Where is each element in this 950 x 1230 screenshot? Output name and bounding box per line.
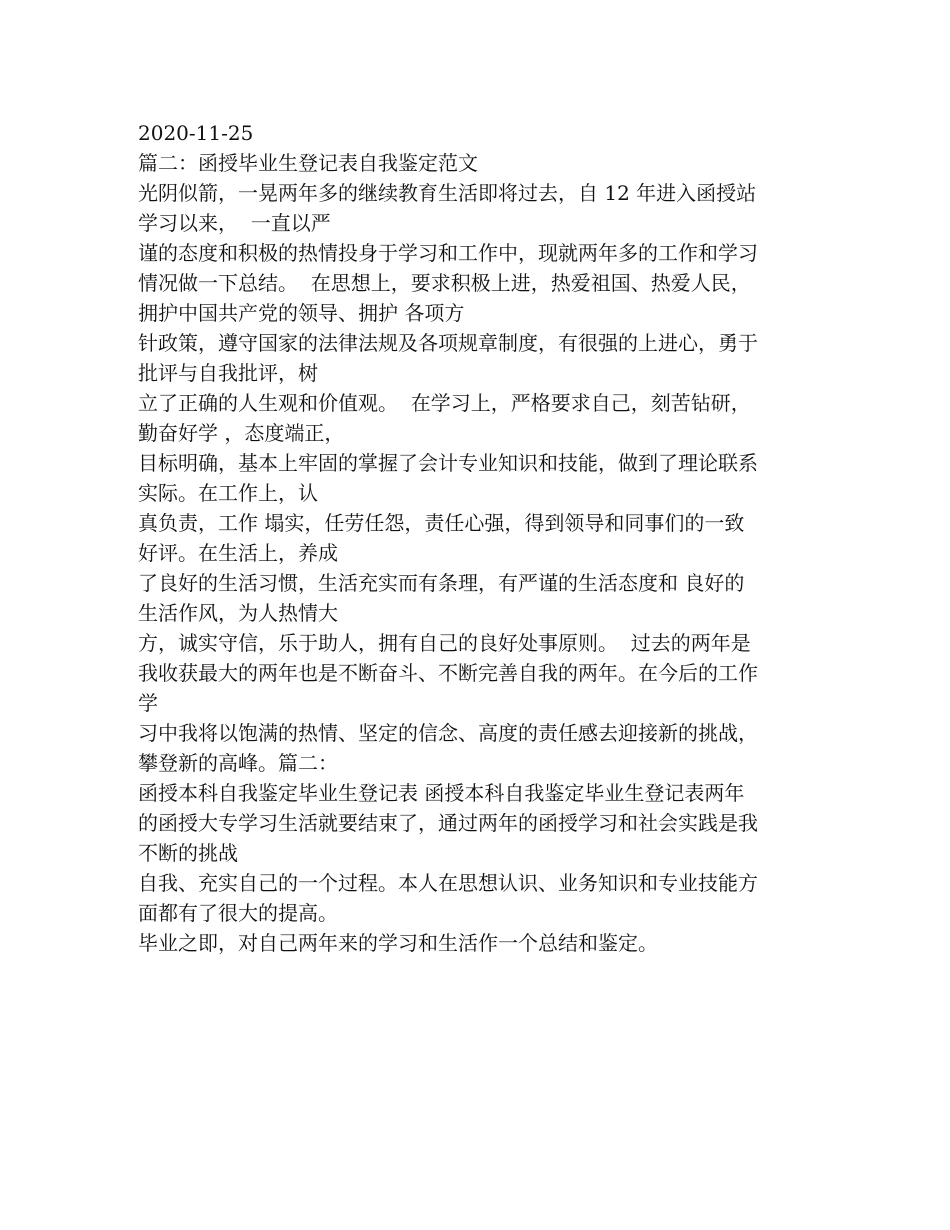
body-line: 学习以来， 一直以严 xyxy=(138,211,331,235)
body-line: 方，诚实守信，乐于助人，拥有自己的良好处事原则。 过去的两年是 xyxy=(138,631,751,655)
body-line: 学 xyxy=(138,691,158,715)
body-line: 自我、充实自己的一个过程。本人在思想认识、业务知识和专业技能方 xyxy=(138,871,758,895)
section-title: 篇二：函授毕业生登记表自我鉴定范文 xyxy=(138,151,478,175)
body-line: 实际。在工作上，认 xyxy=(138,481,318,505)
body-line: 目标明确，基本上牢固的掌握了会计专业知识和技能，做到了理论联系 xyxy=(138,451,758,475)
body-line: 好评。在生活上，养成 xyxy=(138,541,338,565)
body-line: 生活作风，为人热情大 xyxy=(138,601,338,625)
body-line: 函授本科自我鉴定毕业生登记表 函授本科自我鉴定毕业生登记表两年 xyxy=(138,781,745,805)
body-line: 情况做一下总结。 在思想上，要求积极上进，热爱祖国、热爱人民， xyxy=(138,271,751,295)
body-line: 针政策，遵守国家的法律法规及各项规章制度，有很强的上进心，勇于 xyxy=(138,331,758,355)
body-line: 毕业之即，对自己两年来的学习和生活作一个总结和鉴定。 xyxy=(138,931,658,955)
body-line: 的函授大专学习生活就要结束了，通过两年的函授学习和社会实践是我 xyxy=(138,811,758,835)
body-line: 习中我将以饱满的热情、坚定的信念、高度的责任感去迎接新的挑战， xyxy=(138,721,758,745)
body-line: 攀登新的高峰。篇二： xyxy=(138,751,338,775)
body-line: 拥护中国共产党的领导、拥护 各项方 xyxy=(138,301,465,325)
body-line: 勤奋好学 ，态度端正， xyxy=(138,421,345,445)
body-line: 我收获最大的两年也是不断奋斗、不断完善自我的两年。在今后的工作 xyxy=(138,661,758,685)
body-line: 谨的态度和积极的热情投身于学习和工作中，现就两年多的工作和学习 xyxy=(138,241,758,265)
body-line: 不断的挑战 xyxy=(138,841,238,865)
body-line: 立了正确的人生观和价值观。 在学习上，严格要求自己，刻苦钻研， xyxy=(138,391,751,415)
document-body xyxy=(138,118,818,958)
body-line: 了良好的生活习惯，生活充实而有条理，有严谨的生活态度和 良好的 xyxy=(138,571,745,595)
body-line: 光阴似箭，一晃两年多的继续教育生活即将过去，自 12 年进入函授站 xyxy=(138,181,757,205)
date-line: 2020-11-25 xyxy=(138,121,254,145)
body-line: 面都有了很大的提高。 xyxy=(138,901,338,925)
body-line: 批评与自我批评，树 xyxy=(138,361,318,385)
body-line: 真负责，工作 塌实，任劳任怨，责任心强，得到领导和同事们的一致 xyxy=(138,511,745,535)
